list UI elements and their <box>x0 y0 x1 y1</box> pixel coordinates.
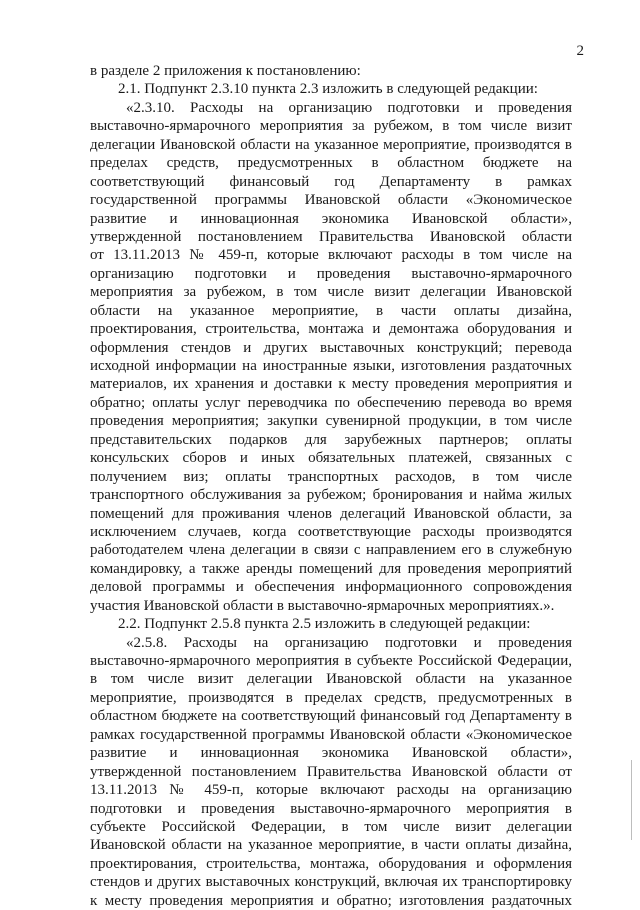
text-line: в разделе 2 приложения к постановлению: <box>90 63 361 79</box>
text-line: проектирования, строительства, монтажа и демонтажа оборудования и <box>90 321 572 338</box>
text-line: Ивановской области на указанное мероприятие, в части оплаты дизайна, <box>90 837 572 854</box>
text-line: мероприятия за рубежом, в том числе визит делегации Ивановской <box>90 284 572 301</box>
text-line: рамках государственной программы Ивановской области «Экономическое <box>90 726 572 743</box>
text-line: «2.5.8. Расходы на организацию подготовки и проведения <box>126 634 572 651</box>
text-line: работодателем члена делегации в связи с направлением его в служебную <box>90 542 572 559</box>
text-line: 2.2. Подпункт 2.5.8 пункта 2.5 изложить в следующей редакции: <box>118 616 531 633</box>
text-line: пределах средств, предусмотренных в областном бюджете на <box>90 155 572 172</box>
text-line: деловой программы и обеспечения информационного сопровождения <box>90 579 572 596</box>
text-line: материалов, их хранения и доставки к месту проведения мероприятия и <box>90 376 572 393</box>
text-line: организацию подготовки и проведения выставочно-ярмарочного <box>90 265 572 282</box>
document-body <box>90 62 572 910</box>
text-line: государственной программы Ивановской области «Экономическое <box>90 192 572 209</box>
text-line: участия Ивановской области в выставочно-ярмарочных мероприятиях.». <box>90 597 555 614</box>
text-line: развитие и инновационная экономика Ивановской области», <box>90 210 572 227</box>
text-line: исходной информации на иностранные языки, изготовления раздаточных <box>90 358 572 374</box>
text-line: 2.1. Подпункт 2.3.10 пункта 2.3 изложить в следующей редакции: <box>118 81 538 98</box>
text-line: мероприятие, производятся в пределах средств, предусмотренных в <box>90 689 572 706</box>
text-line: обратно; оплаты услуг переводчика по обеспечению перевода во время <box>90 394 572 411</box>
text-line: транспортного обслуживания за рубежом; бронирования и найма жилых <box>90 487 572 504</box>
text-line: исключением случаев, когда соответствующие расходы производятся <box>90 523 572 540</box>
text-line: делегации Ивановской области на указанное мероприятие, производятся в <box>90 136 572 153</box>
text-line: представительских подарков для зарубежных партнеров; оплаты <box>90 431 572 448</box>
text-line: областном бюджете на соответствующий финансовый год Департаменту в <box>90 708 572 725</box>
text-line: выставочно-ярмарочного мероприятия за рубежом, в том числе визит <box>90 118 572 135</box>
text-line: в том числе визит делегации Ивановской области на указанное <box>90 671 572 688</box>
text-line: области на указанное мероприятие, в части оплаты дизайна, <box>90 302 572 319</box>
text-line: соответствующий финансовый год Департаменту в рамках <box>90 173 572 190</box>
text-line: помещений для проживания членов делегаций Ивановской области, за <box>90 505 572 522</box>
scan-edge-mark <box>631 760 632 840</box>
text-line: от 13.11.2013 № 459-п, которые включают расходы в том числе на <box>90 247 572 264</box>
text-line: оформления стендов и других выставочных конструкций; перевода <box>90 339 572 356</box>
text-line: проведения мероприятия; закупки сувенирной продукции, в том числе <box>90 413 572 430</box>
text-line: 13.11.2013 № 459-п, которые включают расходы на организацию <box>90 782 572 799</box>
text-line: получением виз; оплаты транспортных расходов, в том числе <box>90 468 572 485</box>
page-number: 2 <box>576 43 584 59</box>
text-line: выставочно-ярмарочного мероприятия в субъекте Российской Федерации, <box>90 653 572 669</box>
text-line: к месту проведения мероприятия и обратно; изготовления раздаточных <box>90 892 572 909</box>
text-line: утвержденной постановлением Правительства Ивановской области <box>90 228 572 245</box>
text-line: стендов и других выставочных конструкций, включая их транспортировку <box>90 874 572 891</box>
text-line: командировку, а также аренды помещений для проведения мероприятий <box>90 560 572 577</box>
text-line: утвержденной постановлением Правительства Ивановской области от <box>90 763 572 780</box>
text-line: подготовки и проведения выставочно-ярмарочного мероприятия в <box>90 800 572 817</box>
text-line: субъекте Российской Федерации, в том числе визит делегации <box>90 818 572 835</box>
text-line: «2.3.10. Расходы на организацию подготовки и проведения <box>126 99 572 116</box>
text-line: проектирования, строительства, монтажа, оборудования и оформления <box>90 855 572 872</box>
text-line: консульских сборов и иных обязательных платежей, связанных с <box>90 450 572 467</box>
text-line: развитие и инновационная экономика Ивановской области», <box>90 745 572 762</box>
